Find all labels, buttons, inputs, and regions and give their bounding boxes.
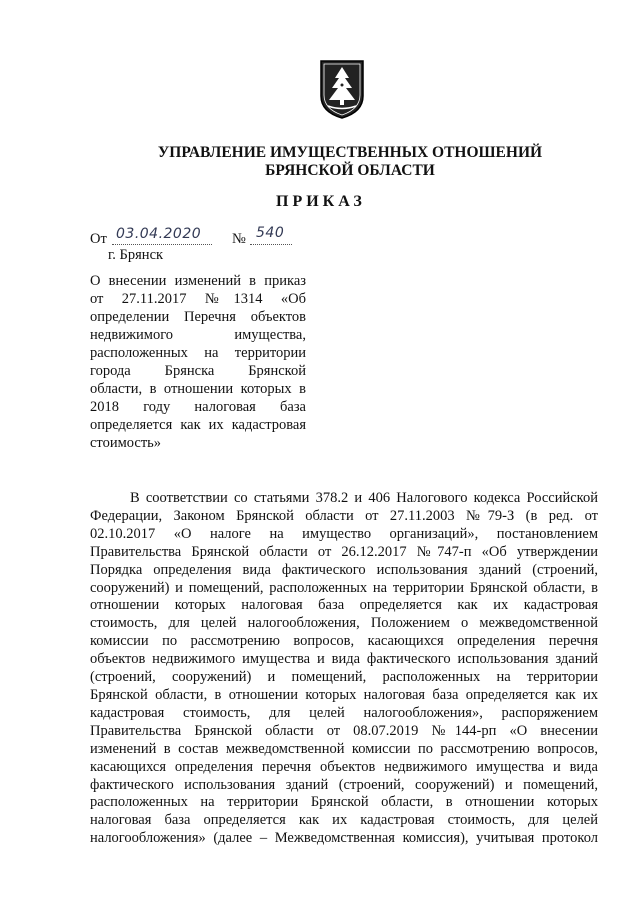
body-line: комиссии по рассмотрению вопросов, касающихся определения перечня: [90, 633, 598, 650]
subject-line: области, в отношении которых в: [90, 381, 306, 397]
body-line: сооружений) и помещений, расположенных на территории Брянской области, в: [90, 579, 598, 596]
body-line: (строений, сооружений) и помещений, расположенных на территории: [90, 669, 598, 686]
subject-line: 2018 году налоговая база: [90, 399, 306, 415]
organization-name-line1: УПРАВЛЕНИЕ ИМУЩЕСТВЕННЫХ ОТНОШЕНИЙ: [157, 144, 543, 161]
handwritten-number: 540: [256, 225, 285, 241]
body-line: Федерации, Законом Брянской области от 27.11.2003 №79-З (в ред. от: [90, 507, 598, 524]
date-prefix: От: [90, 231, 107, 247]
subject-line: от 27.11.2017 №1314 «Об: [90, 291, 306, 307]
body-line: Брянской области, в отношении которых налоговая база определяется как их: [90, 686, 598, 703]
body-line: Порядка определения вида фактического использования зданий (строений,: [90, 561, 598, 578]
order-subject: [90, 272, 306, 452]
date-underline: [112, 244, 212, 245]
subject-line: стоимость»: [90, 435, 162, 451]
subject-line: О внесении изменений в приказ: [90, 273, 306, 289]
body-line: 02.10.2017 «О налоге на имущество организаций», постановлением: [90, 525, 598, 542]
body-line: изменений в состав межведомственной комиссии по рассмотрению вопросов,: [90, 740, 598, 757]
document-type-heading: ПРИКАЗ: [276, 193, 366, 210]
coat-of-arms-emblem: [318, 58, 366, 120]
number-prefix: №: [232, 231, 246, 247]
body-line: касающихся определения перечня объектов недвижимого имущества и вида: [90, 758, 598, 775]
organization-name-line2: БРЯНСКОЙ ОБЛАСТИ: [265, 162, 435, 179]
body-line: объектов недвижимого имущества и вида фактического использования зданий: [90, 651, 598, 668]
body-line: налоговая база определяется как их кадастровая стоимость, для целей: [90, 812, 598, 829]
subject-line: расположенных на территории: [90, 345, 306, 361]
city-label: г. Брянск: [108, 247, 164, 263]
body-line: расположенных на территории Брянской области, в отношении которых: [90, 794, 598, 811]
body-line: Правительства Брянской области от 26.12.2017 №747-п «Об утверждении: [90, 543, 598, 560]
body-line: стоимость, для целей налогообложения, Положением о межведомственной: [90, 615, 598, 632]
subject-line: города Брянска Брянской: [90, 363, 306, 379]
body-line: налогообложения» (далее – Межведомственная комиссия), учитывая протокол: [90, 830, 598, 847]
subject-line: определении Перечня объектов: [90, 309, 306, 325]
body-line: В соответствии со статьями 378.2 и 406 Налогового кодекса Российской: [130, 490, 598, 506]
handwritten-date: 03.04.2020: [116, 226, 202, 242]
number-underline: [250, 244, 292, 245]
subject-line: определяется как их кадастровая: [90, 417, 306, 433]
body-line: отношении которых налоговая база определяется как их кадастровая: [90, 597, 598, 614]
subject-line: недвижимого имущества,: [90, 327, 306, 343]
order-body-paragraph: [90, 490, 598, 848]
body-line: фактического использования зданий (строений, сооружений) и помещений,: [90, 776, 598, 793]
body-line: Правительства Брянской области от 08.07.2019 №144-рп «О внесении: [90, 722, 598, 739]
body-line: кадастровая стоимость, для целей налогообложения», распоряжением: [90, 704, 598, 721]
